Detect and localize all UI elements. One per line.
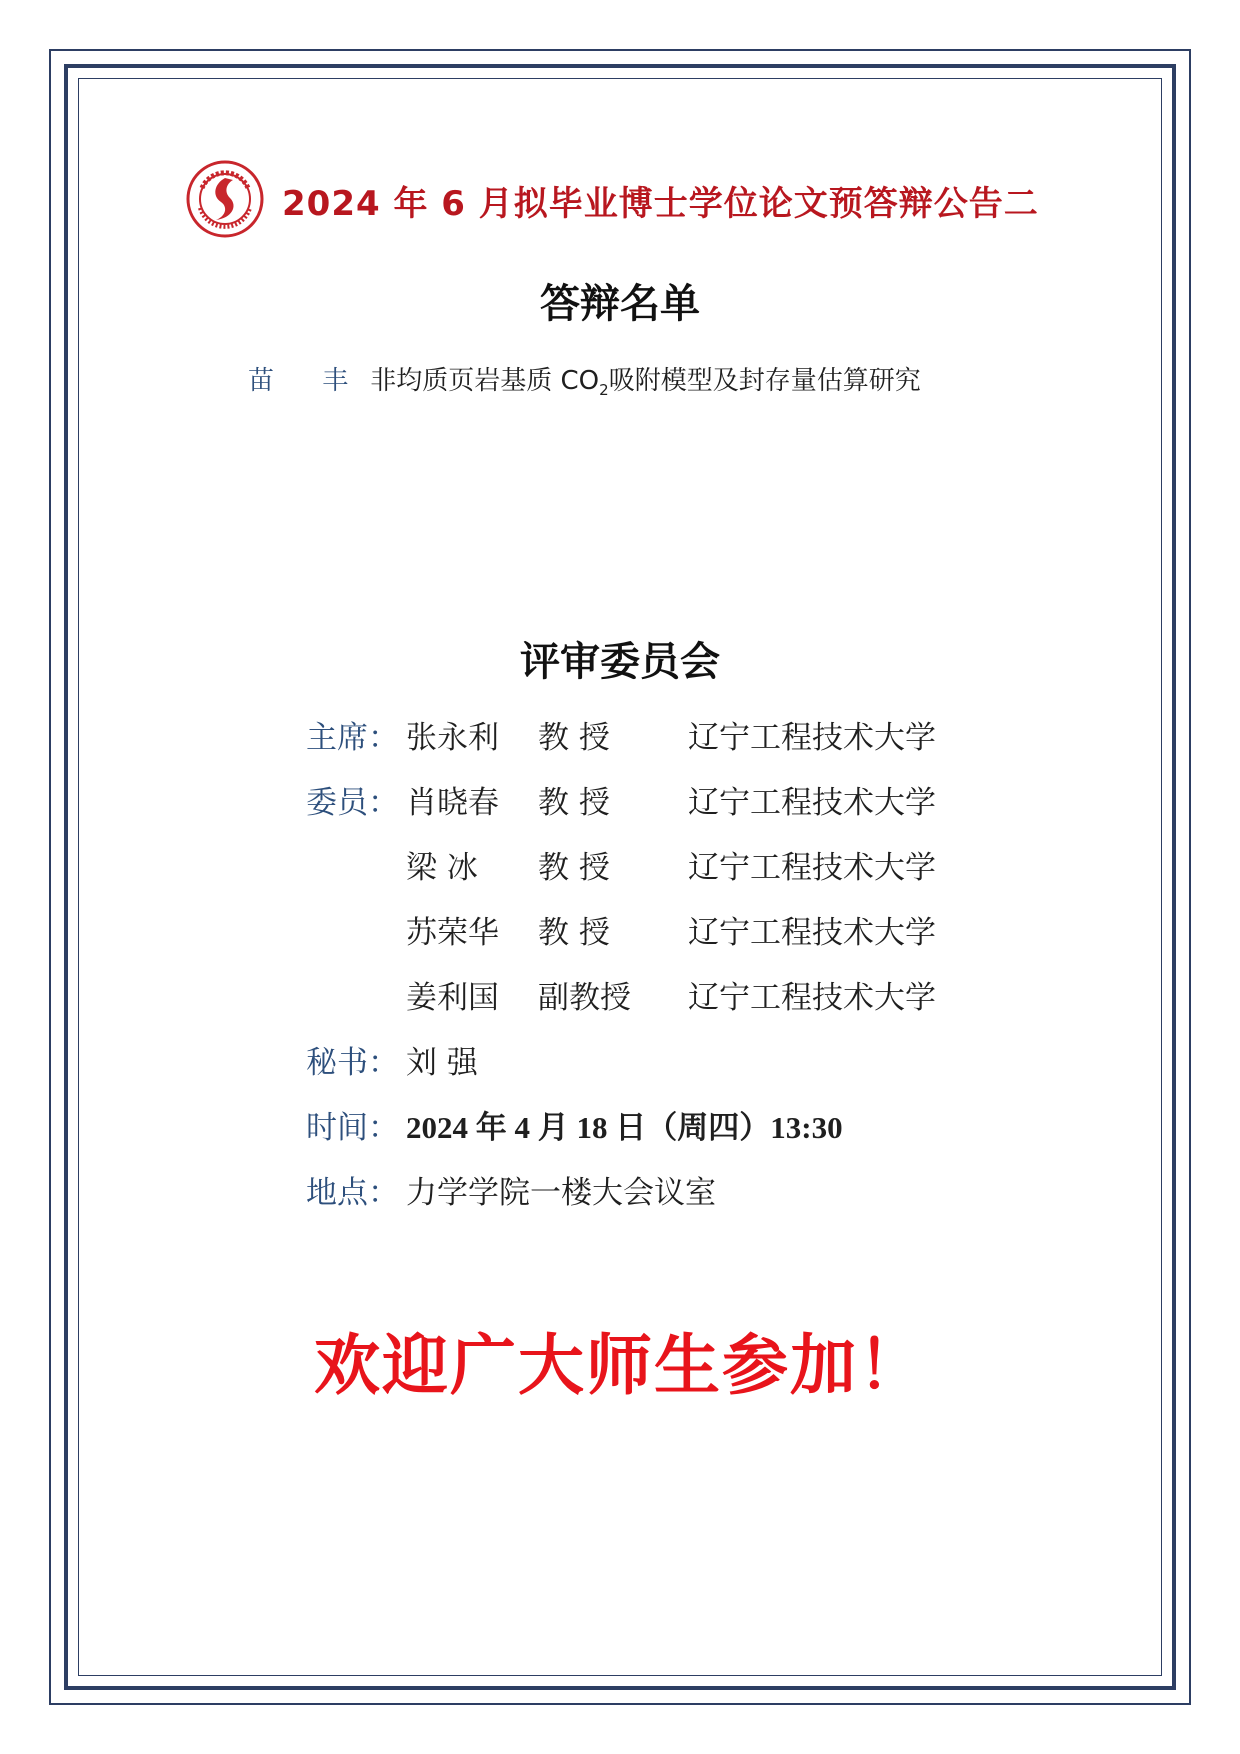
member-title: 教 授	[538, 915, 610, 951]
defense-list-heading: 答辩名单	[540, 281, 700, 327]
member-institution: 辽宁工程技术大学	[688, 915, 936, 951]
welcome-message: 欢迎广大师生参加！	[314, 1327, 926, 1404]
university-seal-icon	[186, 160, 264, 238]
candidate-row	[248, 360, 921, 399]
committee-heading: 评审委员会	[520, 639, 720, 685]
member-institution: 辽宁工程技术大学	[688, 850, 936, 886]
member-name: 苏荣华	[406, 915, 499, 951]
member-name: 姜利国	[406, 980, 499, 1016]
secretary-name: 刘 强	[406, 1045, 478, 1081]
member-title: 教 授	[538, 850, 610, 886]
member-name: 梁 冰	[406, 850, 478, 886]
chair-label: 主席：	[306, 720, 399, 756]
candidate-name: 苗 丰	[248, 366, 369, 396]
member-label: 委员：	[306, 785, 399, 821]
time-label: 时间：	[306, 1110, 399, 1146]
member-title: 副教授	[538, 980, 631, 1016]
defense-place: 力学学院一楼大会议室	[406, 1175, 716, 1211]
member-institution: 辽宁工程技术大学	[688, 720, 936, 756]
member-institution: 辽宁工程技术大学	[688, 785, 936, 821]
member-title: 教 授	[538, 720, 610, 756]
place-label: 地点：	[306, 1175, 399, 1211]
member-institution: 辽宁工程技术大学	[688, 980, 936, 1016]
defense-time: 2024 年 4 月 18 日（周四）13:30	[406, 1110, 843, 1145]
secretary-label: 秘书：	[306, 1045, 399, 1081]
announcement-title: 2024 年 6 月拟毕业博士学位论文预答辩公告二	[282, 184, 1039, 224]
member-name: 肖晓春	[406, 785, 499, 821]
member-name: 张永利	[406, 720, 499, 756]
thesis-title: 非均质页岩基质 $CO_2$吸附模型及封存量估算研究	[370, 366, 921, 400]
member-title: 教 授	[538, 785, 610, 821]
